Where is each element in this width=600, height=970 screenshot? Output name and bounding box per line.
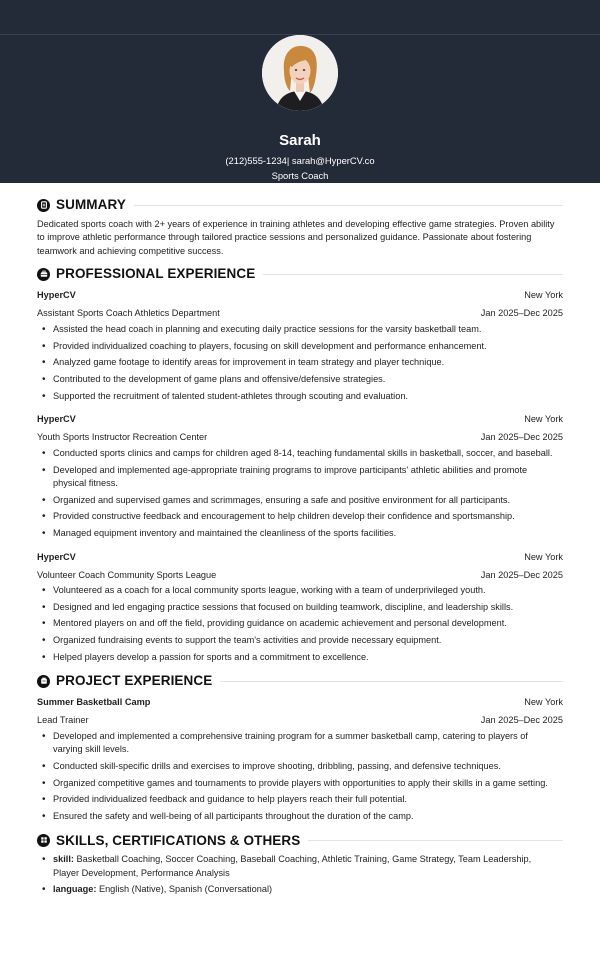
list-item — [37, 883, 563, 896]
job-org: HyperCV — [37, 551, 76, 562]
list-item: • Contributed to the development of game plans and offensive/defensive strategies. — [37, 373, 563, 386]
list-item — [37, 853, 563, 880]
candidate-name: Sarah — [279, 132, 321, 149]
job-bullets — [37, 447, 563, 540]
profile-photo-icon — [262, 35, 338, 111]
skill-label: skill: — [53, 854, 74, 865]
section-divider — [263, 274, 563, 275]
list-item: • Developed and implemented age-appropriate training programs to improve participants' athletic abilities and promote physical fitness. — [37, 464, 563, 491]
list-item: • Provided individualized feedback and guidance to help players reach their full potential. — [37, 793, 563, 806]
experience-title: PROFESSIONAL EXPERIENCE — [56, 266, 256, 282]
document-icon — [37, 199, 50, 212]
job-entry — [37, 287, 563, 403]
job-position: Volunteer Coach Community Sports League — [37, 569, 217, 580]
summary-text: Dedicated sports coach with 2+ years of experience in training athletes and developing effective game strategies. Proven ability to improve athletic performance through tailored practice sessions and personalized guidance. Passionate about fostering teamwork and achieving competitive success. — [37, 219, 555, 256]
list-item: • Developed and implemented a comprehensive training program for a summer basketball camp, catering to players of varying skill levels. — [37, 730, 563, 757]
job-position: Assistant Sports Coach Athletics Department — [37, 308, 220, 319]
list-item: • Supported the recruitment of talented student-athletes through scouting and evaluation. — [37, 390, 563, 403]
experience-heading — [37, 265, 563, 283]
list-item: • Conducted skill-specific drills and exercises to improve shooting, dribbling, passing, and defensive techniques. — [37, 760, 563, 773]
job-location: New York — [524, 290, 563, 301]
contact-line: (212)555-1234| sarah@HyperCV.co — [225, 155, 375, 166]
projects-heading — [37, 672, 563, 690]
job-org: HyperCV — [37, 290, 76, 301]
job-bullets — [37, 323, 563, 403]
job-dates: Jan 2025–Dec 2025 — [480, 569, 563, 580]
project-dates: Jan 2025–Dec 2025 — [480, 715, 563, 726]
language-value: English (Native), Spanish (Conversational) — [96, 884, 273, 895]
project-icon — [37, 675, 50, 688]
job-entry — [37, 411, 563, 540]
list-item: • Analyzed game footage to identify areas for improvement in team strategy and player technique. — [37, 356, 563, 369]
skills-heading — [37, 831, 563, 849]
resume-header — [0, 0, 600, 183]
job-org: HyperCV — [37, 414, 76, 425]
skills-title: SKILLS, CERTIFICATIONS & OTHERS — [56, 832, 301, 848]
list-item: • Provided individualized coaching to players, focusing on skill development and performance enhancement. — [37, 340, 563, 353]
job-location: New York — [524, 551, 563, 562]
list-item: • Organized fundraising events to support the team's activities and provide necessary equipment. — [37, 634, 563, 647]
list-item: • Organized and supervised games and scrimmages, ensuring a safe and positive environment for all participants. — [37, 494, 563, 507]
skills-list — [37, 853, 563, 896]
job-position: Youth Sports Instructor Recreation Center — [37, 432, 208, 443]
resume-body — [0, 183, 600, 897]
list-item: • Ensured the safety and well-being of all participants throughout the duration of the camp. — [37, 810, 563, 823]
list-item: • Volunteered as a coach for a local community sports league, working with a team of underprivileged youth. — [37, 584, 563, 597]
summary-title: SUMMARY — [56, 197, 126, 213]
project-name: Summer Basketball Camp — [37, 697, 151, 708]
project-entry — [37, 694, 563, 823]
job-dates: Jan 2025–Dec 2025 — [480, 432, 563, 443]
list-item: • Provided constructive feedback and encouragement to help children develop their confidence and sportsmanship. — [37, 510, 563, 523]
summary-heading — [37, 196, 563, 214]
job-dates: Jan 2025–Dec 2025 — [480, 308, 563, 319]
skill-value: Basketball Coaching, Soccer Coaching, Baseball Coaching, Athletic Training, Game Strategy, Team Leadership, Player Development, Performance Analysis — [53, 854, 532, 878]
job-location: New York — [524, 414, 563, 425]
project-bullets — [37, 730, 563, 823]
list-item: • Designed and led engaging practice sessions that focused on building teamwork, discipline, and leadership skills. — [37, 601, 563, 614]
grid-icon — [37, 834, 50, 847]
briefcase-icon — [37, 268, 50, 281]
list-item: • Assisted the head coach in planning and executing daily practice sessions for the varsity basketball team. — [37, 323, 563, 336]
job-bullets — [37, 584, 563, 664]
list-item: • Organized competitive games and tournaments to provide players with opportunities to apply their skills in a game setting. — [37, 777, 563, 790]
projects-title: PROJECT EXPERIENCE — [56, 673, 213, 689]
section-divider — [134, 205, 563, 206]
section-divider — [308, 840, 563, 841]
job-title: Sports Coach — [271, 170, 329, 181]
list-item: • Managed equipment inventory and maintained the cleanliness of the sports facilities. — [37, 527, 563, 540]
project-role: Lead Trainer — [37, 715, 89, 726]
project-location: New York — [524, 697, 563, 708]
language-label: language: — [53, 884, 97, 895]
section-divider — [220, 681, 563, 682]
avatar — [262, 35, 338, 111]
list-item: • Mentored players on and off the field, providing guidance on academic achievement and personal development. — [37, 617, 563, 630]
list-item: • Conducted sports clinics and camps for children aged 8-14, teaching fundamental skills in basketball, soccer, and baseball. — [37, 447, 563, 460]
job-entry — [37, 548, 563, 664]
list-item: • Helped players develop a passion for sports and a commitment to excellence. — [37, 651, 563, 664]
